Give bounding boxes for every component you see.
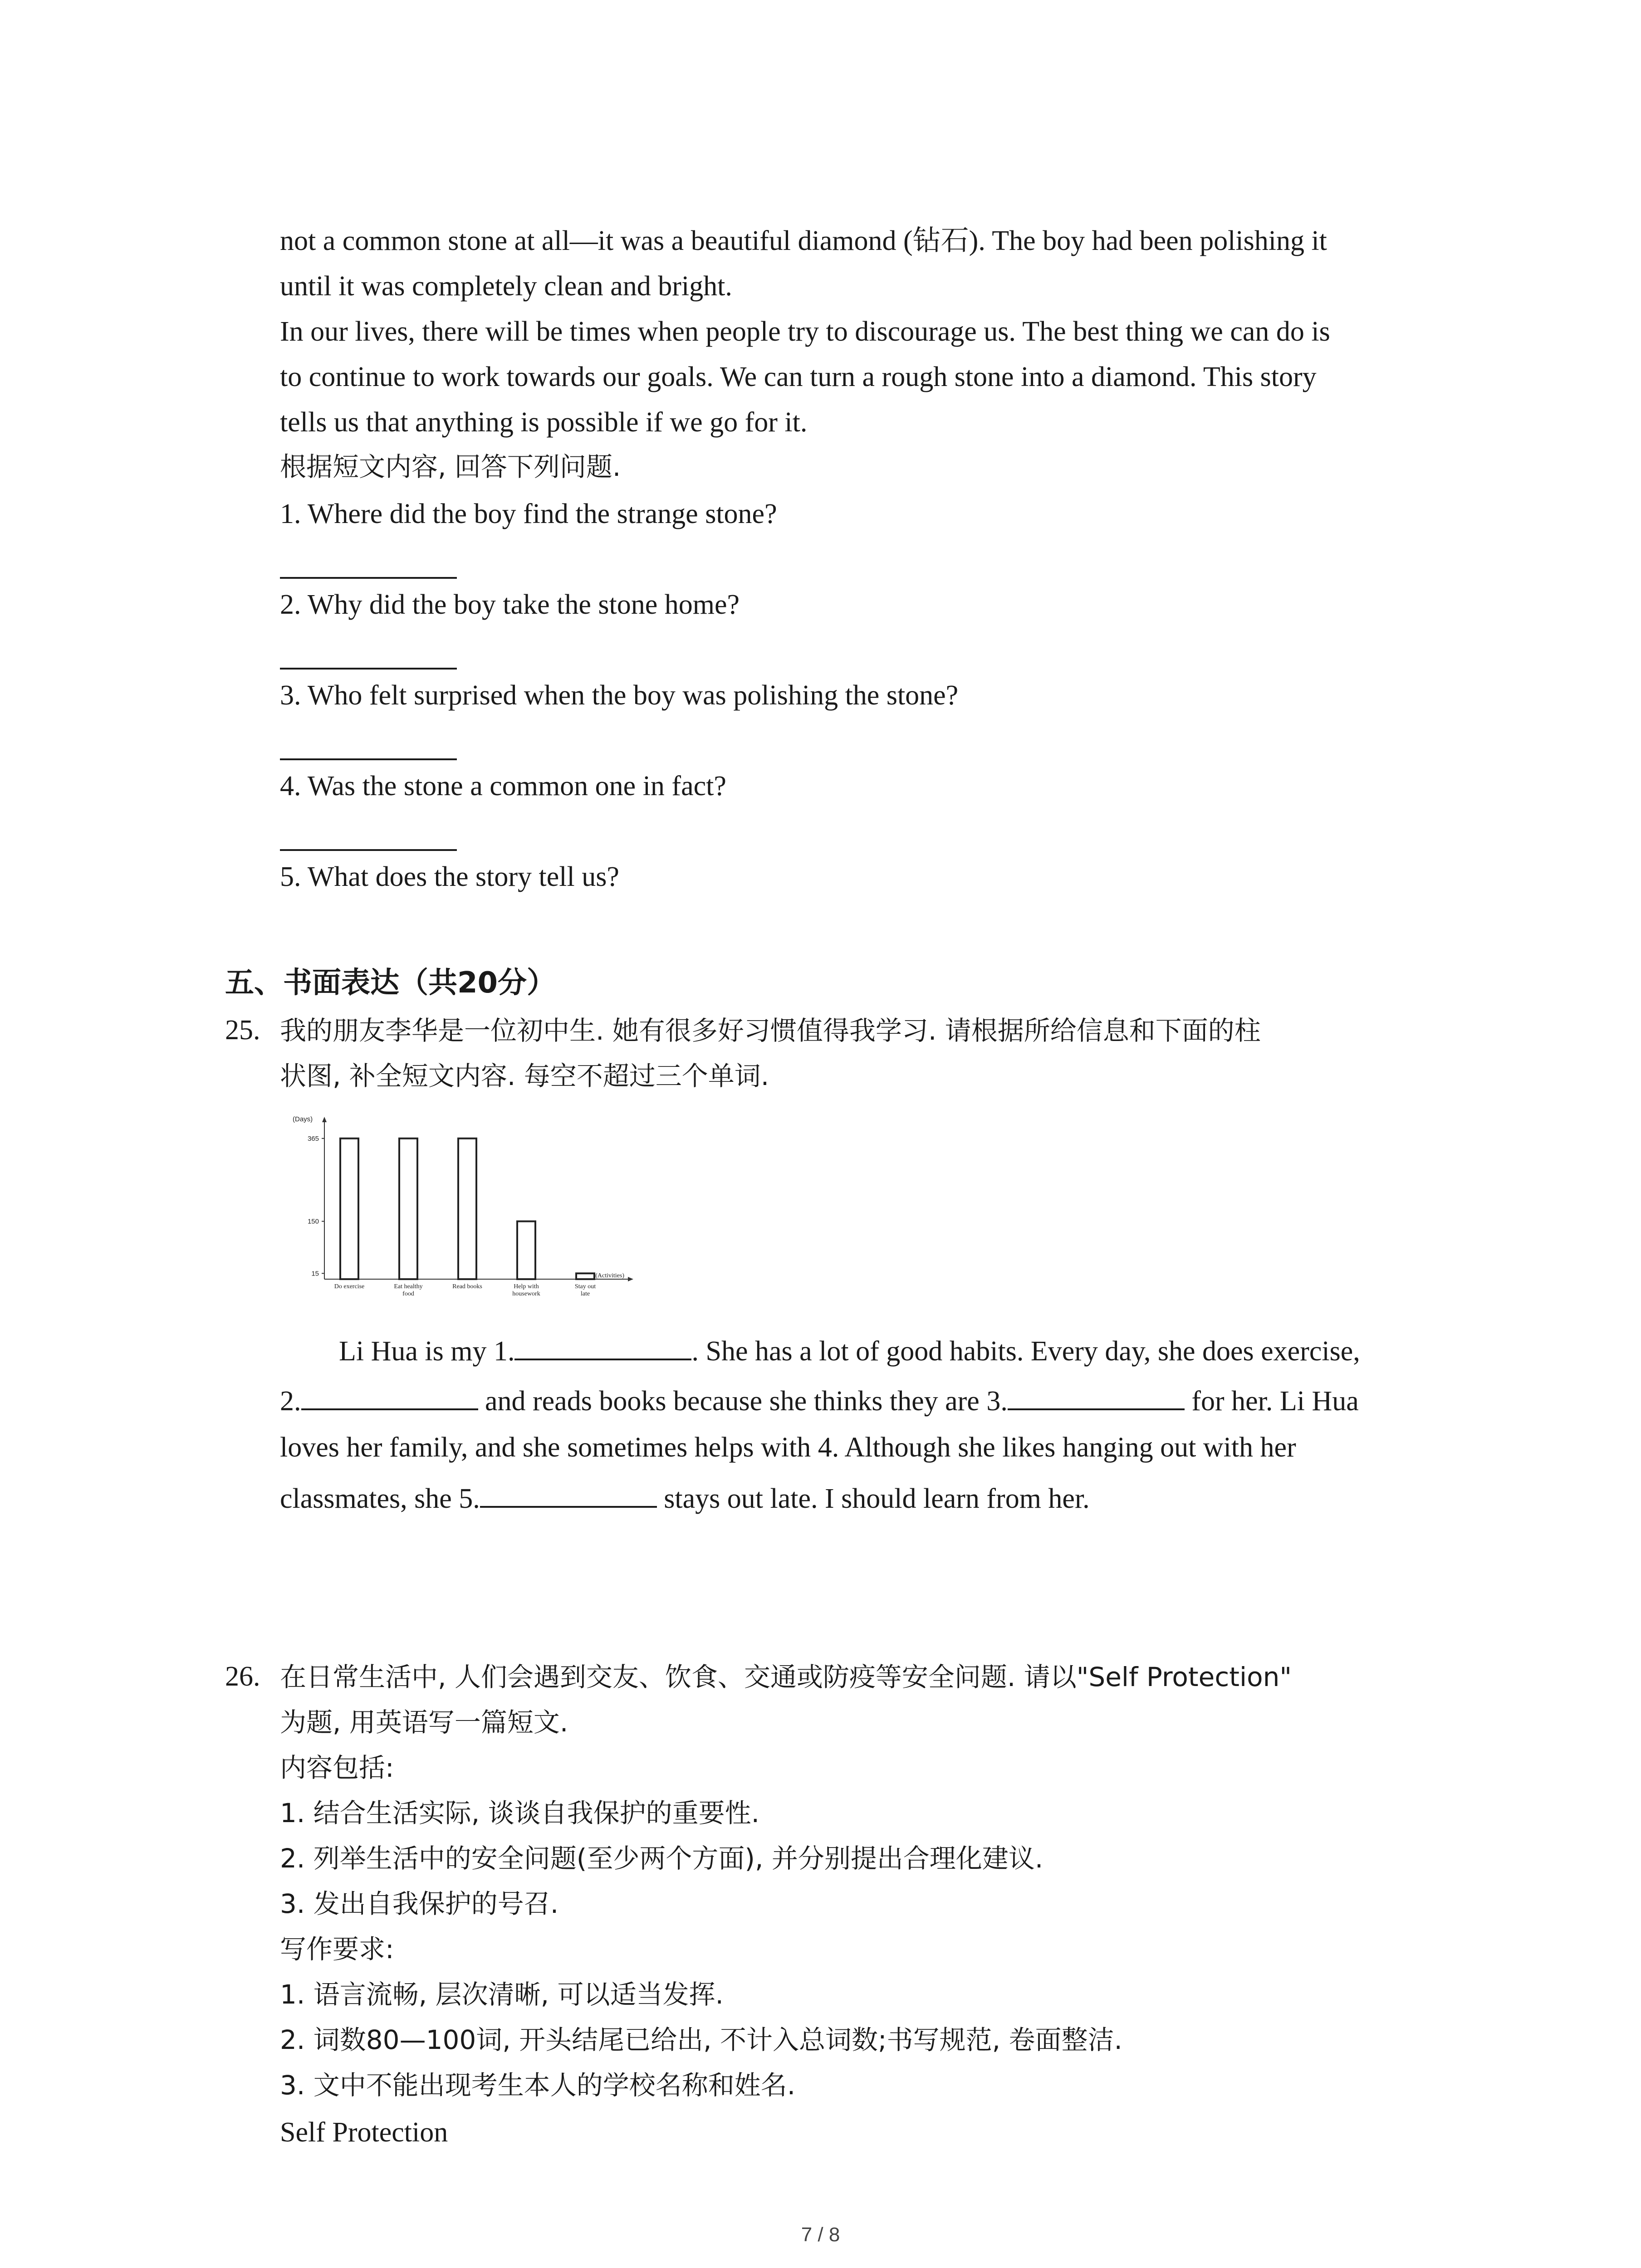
bar-4 [576,1273,594,1279]
q26-prompt-line-1: 在日常生活中, 人们会遇到交友、饮食、交通或防疫等安全问题. 请以"Self Protection" [280,1662,1292,1692]
passage-line-1: not a common stone at all—it was a beautiful diamond (钻石). The boy had been polishing it [280,225,1327,256]
bar-3 [517,1222,535,1280]
q25-prompt-line-2: 状图, 补全短文内容. 每空不超过三个单词. [280,1061,769,1091]
q25-text-1a: Li Hua is my 1. [339,1336,515,1367]
q25-paragraph-line-4 [280,1483,1090,1513]
passage-instruction: 根据短文内容, 回答下列问题. [280,451,621,482]
section-title: 五、书面表达（共20分） [225,966,556,1000]
x-axis-label: (Activities) [595,1272,624,1279]
q25-paragraph-line-3: loves her family, and she sometimes helps with 4. Although she likes hanging out with her [280,1432,1296,1463]
q25-paragraph-line-1 [280,1336,1360,1365]
x-tick-label-2: Read books [452,1283,482,1290]
y-tick-label-1: 150 [307,1217,319,1226]
q26-content-title: 内容包括: [280,1752,394,1783]
answer-blank-1[interactable] [280,577,457,579]
question-3: 3. Who felt surprised when the boy was polishing the stone? [280,680,959,711]
q26-content-3: 3. 发出自我保护的号召. [280,1888,559,1919]
x-tick-label-0: Do exercise [334,1283,365,1290]
q25-text-2c: for her. Li Hua [1184,1386,1359,1417]
q26-requirement-3: 3. 文中不能出现考生本人的学校名称和姓名. [280,2070,796,2101]
question-number-26: 26. [225,1661,260,1692]
passage-line-3: In our lives, there will be times when people try to discourage us. The best thing we can do is [280,316,1330,347]
y-axis-label: (Days) [293,1115,313,1123]
q26-content-2: 2. 列举生活中的安全问题(至少两个方面), 并分别提出合理化建议. [280,1843,1043,1874]
passage-line-5: tells us that anything is possible if we go for it. [280,407,808,438]
q25-paragraph-line-2 [280,1386,1359,1415]
answer-blank-2[interactable] [280,668,457,670]
q25-text-2a: 2. [280,1386,301,1417]
q26-requirement-1: 1. 语言流畅, 层次清晰, 可以适当发挥. [280,1979,724,2010]
fill-blank-5[interactable] [480,1483,657,1508]
q25-text-4a: classmates, she 5. [280,1483,480,1514]
answer-blank-4[interactable] [280,849,457,851]
bar-1 [399,1139,417,1279]
question-4: 4. Was the stone a common one in fact? [280,771,726,802]
bar-chart-svg [281,1111,671,1313]
question-5: 5. What does the story tell us? [280,861,619,892]
fill-blank-2[interactable] [301,1386,478,1410]
q26-requirement-2: 2. 词数80—100词, 开头结尾已给出, 不计入总词数;书写规范, 卷面整洁. [280,2024,1122,2055]
passage-line-4: to continue to work towards our goals. We can turn a rough stone into a diamond. This story [280,362,1317,392]
bar-chart [281,1111,671,1313]
x-axis-arrow [628,1277,633,1281]
fill-blank-1[interactable] [514,1336,691,1360]
q25-text-2b: and reads books because she thinks they are 3. [478,1386,1008,1417]
question-2: 2. Why did the boy take the stone home? [280,589,740,620]
x-tick-label-1: Eat healthy [394,1283,423,1290]
page-number: 7 / 8 [801,2224,840,2246]
bar-0 [340,1139,358,1279]
x-tick-label-4: Stay out [574,1283,596,1290]
q26-content-1: 1. 结合生活实际, 谈谈自我保护的重要性. [280,1798,760,1828]
passage-line-2: until it was completely clean and bright. [280,271,732,302]
question-1: 1. Where did the boy find the strange stone? [280,499,777,529]
y-tick-label-2: 365 [307,1134,319,1143]
fill-blank-3[interactable] [1008,1386,1185,1410]
x-tick-label-4-cont: late [580,1290,590,1297]
answer-blank-3[interactable] [280,758,457,760]
y-tick-label-0: 15 [311,1270,319,1278]
q26-prompt-line-2: 为题, 用英语写一篇短文. [280,1707,568,1738]
question-number-25: 25. [225,1015,260,1046]
q25-text-4b: stays out late. I should learn from her. [656,1483,1090,1514]
y-axis-arrow [322,1117,327,1122]
q25-prompt-line-1: 我的朋友李华是一位初中生. 她有很多好习惯值得我学习. 请根据所给信息和下面的柱 [280,1015,1261,1046]
q26-requirements-title: 写作要求: [280,1934,394,1965]
q25-text-1b: . She has a lot of good habits. Every day, she does exercise, [691,1336,1360,1367]
essay-title: Self Protection [280,2117,448,2148]
x-tick-label-3: Help with [514,1283,539,1290]
x-tick-label-1-cont: food [402,1290,414,1297]
x-tick-label-3-cont: housework [512,1290,540,1297]
bar-2 [458,1139,476,1279]
